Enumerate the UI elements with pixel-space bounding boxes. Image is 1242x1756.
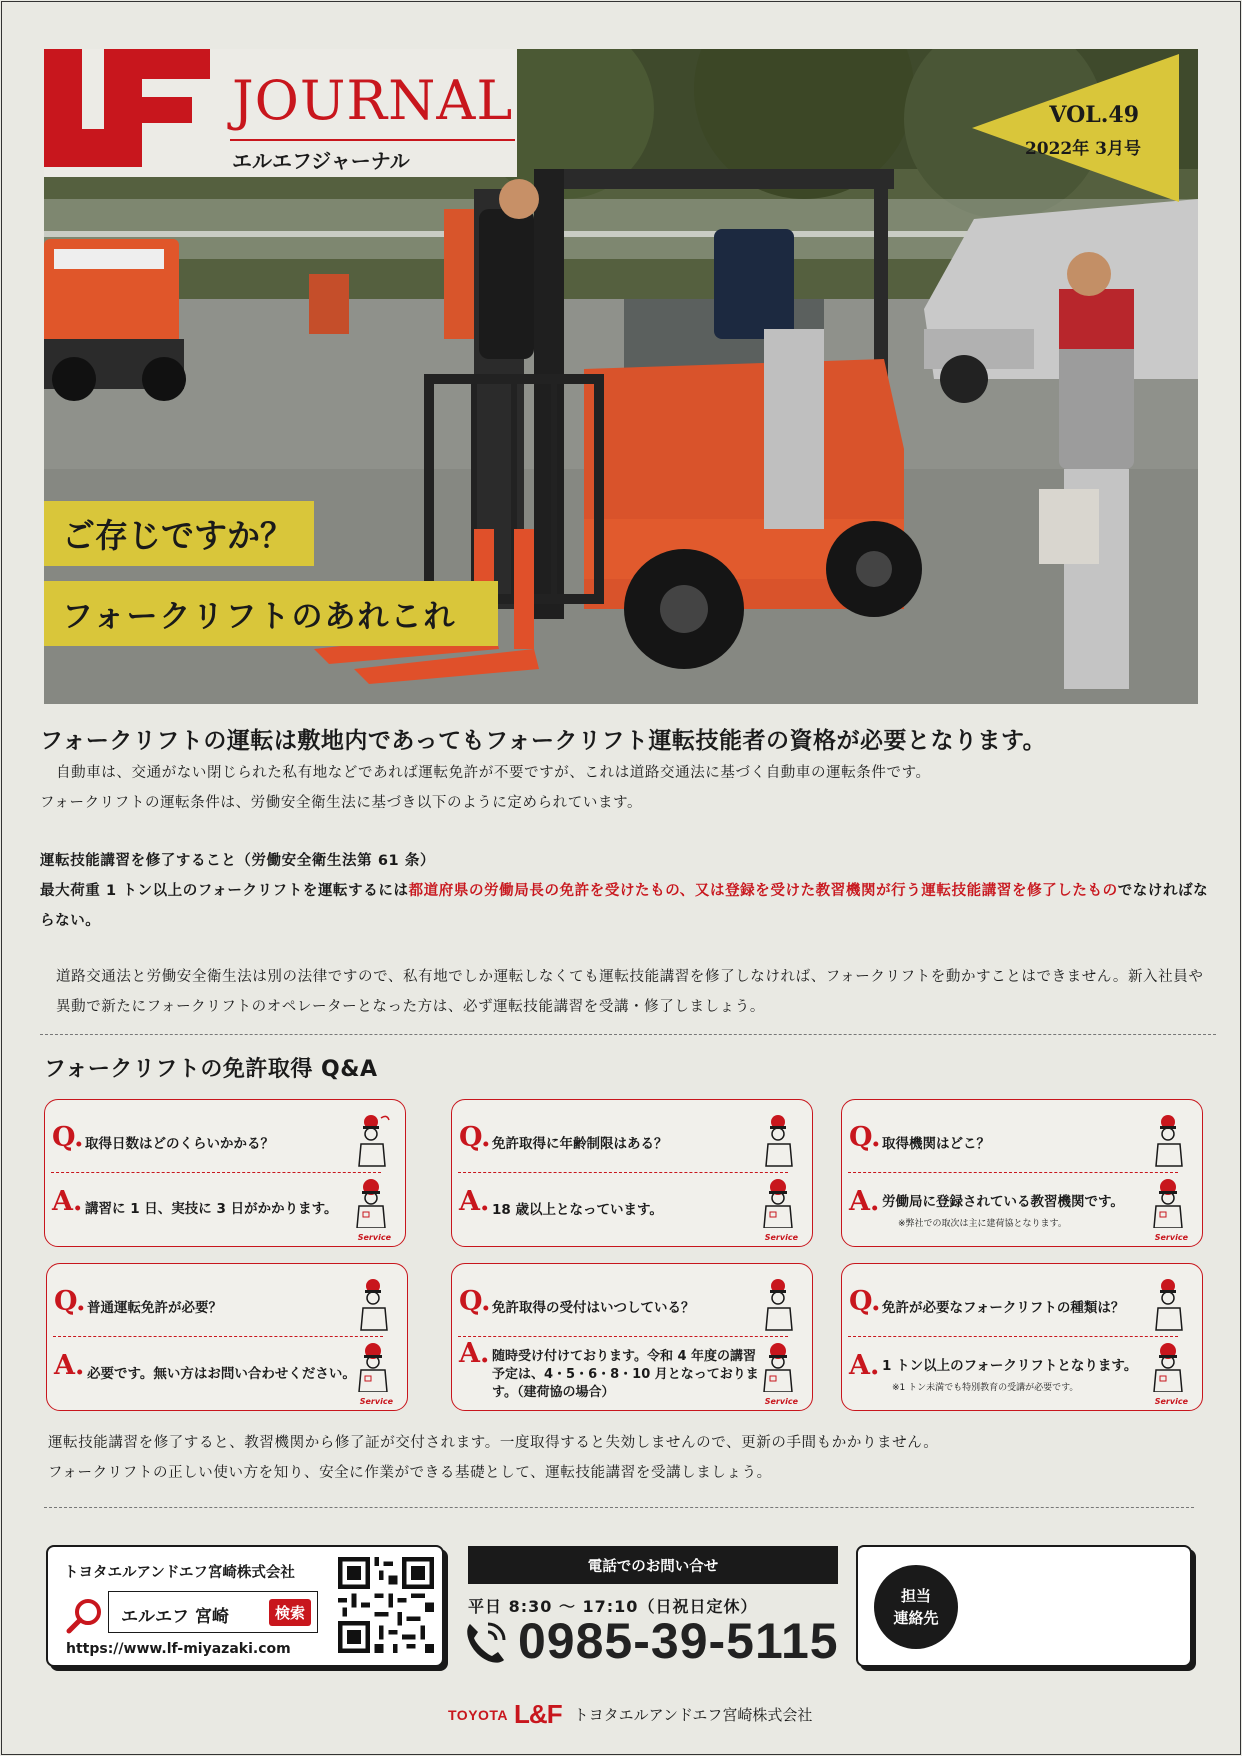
divider-2 bbox=[44, 1507, 1194, 1508]
qa-question: 免許取得に年齢制限はある？ bbox=[492, 1136, 668, 1152]
a-letter: A. bbox=[849, 1350, 880, 1381]
service-label: Service bbox=[1154, 1233, 1188, 1242]
qa-separator bbox=[51, 1172, 381, 1173]
thinking-worker-icon bbox=[355, 1276, 393, 1332]
service-label: Service bbox=[357, 1233, 391, 1242]
answer-worker-icon bbox=[1148, 1342, 1188, 1392]
qa-answer: 労働局に登録されている教習機関です。 bbox=[882, 1194, 1124, 1210]
qa-answer: 1 トン以上のフォークリフトとなります。 bbox=[882, 1358, 1138, 1374]
closing-line-1: 運転技能講習を修了すると、教習機関から修了証が交付されます。一度取得すると失効しませんので、更新の手間もかかりません。 bbox=[48, 1435, 939, 1451]
phone-inquiry-heading: 電話でのお問い合せ bbox=[468, 1546, 838, 1584]
answer-worker-icon bbox=[1148, 1178, 1188, 1228]
q-letter: Q. bbox=[459, 1122, 491, 1153]
footer-company-name: トヨタエルアンドエフ宮崎株式会社 bbox=[573, 1706, 813, 1724]
search-icon bbox=[66, 1597, 104, 1635]
toyota-logo: TOYOTA bbox=[448, 1706, 509, 1723]
answer-worker-icon bbox=[758, 1342, 798, 1392]
intro-line-1: 自動車は、交通がない閉じられた私有地などであれば運転免許が不要ですが、これは道路交通法に基づく自動車の運転条件です。 bbox=[56, 765, 931, 781]
phone-number[interactable]: 0985-39-5115 bbox=[518, 1613, 839, 1669]
issue-volume: VOL.49 bbox=[1049, 102, 1139, 128]
service-label: Service bbox=[764, 1397, 798, 1406]
qa-card-5 bbox=[451, 1263, 813, 1411]
qa-separator bbox=[848, 1172, 1178, 1173]
contact-label-text: 担当 連絡先 bbox=[893, 1587, 939, 1627]
closing-paragraph bbox=[48, 1428, 938, 1488]
issue-badge bbox=[972, 54, 1179, 202]
thinking-worker-icon bbox=[353, 1112, 391, 1168]
phone-icon bbox=[460, 1616, 512, 1668]
lf-logo-mark bbox=[44, 49, 214, 167]
thinking-worker-icon bbox=[1150, 1112, 1188, 1168]
company-name: トヨタエルアンドエフ宮崎株式会社 bbox=[64, 1565, 295, 1581]
journal-rule bbox=[230, 139, 515, 141]
thinking-worker-icon bbox=[760, 1112, 798, 1168]
business-hours: 平日 8:30 〜 17:10（日祝日定休） bbox=[468, 1597, 758, 1616]
law-rule-part2: でなければならない。 bbox=[40, 883, 1209, 929]
a-letter: A. bbox=[54, 1350, 85, 1381]
contact-label bbox=[874, 1565, 958, 1649]
qa-card-4 bbox=[46, 1263, 408, 1411]
qa-answer: 必要です。無い方はお問い合わせください。 bbox=[87, 1366, 356, 1382]
qa-answer: 講習に 1 日、実技に 3 日がかかります。 bbox=[85, 1201, 338, 1217]
answer-worker-icon bbox=[351, 1178, 391, 1228]
lf-logo: L&F bbox=[514, 1699, 562, 1729]
qa-card-1 bbox=[44, 1099, 406, 1247]
thinking-worker-icon bbox=[1150, 1276, 1188, 1332]
qa-question: 普通運転免許が必要？ bbox=[87, 1300, 222, 1316]
conclusion-text: 道路交通法と労働安全衛生法は別の法律ですので、私有地でしか運転しなくても運転技能講習を修了しなければ、フォークリフトを動かすことはできません。新入社員や異動で新たにフォークリフトのオペレーターとなった方は、必ず運転技能講習を受講・修了しましょう。 bbox=[56, 969, 1204, 1015]
headline-question: ご存じですか？ bbox=[44, 501, 314, 566]
qr-code[interactable] bbox=[338, 1557, 434, 1653]
masthead bbox=[44, 49, 517, 177]
lead-heading: フォークリフトの運転は敷地内であってもフォークリフト運転技能者の資格が必要となります。 bbox=[40, 728, 1047, 754]
law-rule-title: 運転技能講習を修了すること（労働安全衛生法第 61 条） bbox=[40, 853, 436, 869]
qa-note: ※1 トン未満でも特別教育の受講が必要です。 bbox=[892, 1383, 1079, 1393]
closing-line-2: フォークリフトの正しい使い方を知り、安全に作業ができる基礎として、運転技能講習を受講しましょう。 bbox=[48, 1465, 772, 1481]
intro-paragraph bbox=[40, 758, 931, 818]
q-letter: Q. bbox=[54, 1286, 86, 1317]
answer-worker-icon bbox=[758, 1178, 798, 1228]
q-letter: Q. bbox=[52, 1122, 84, 1153]
journal-kana-title: エルエフジャーナル bbox=[232, 149, 410, 173]
a-letter: A. bbox=[849, 1186, 880, 1217]
website-url[interactable]: https://www.lf-miyazaki.com bbox=[66, 1641, 291, 1657]
qa-note: ※弊社での取次は主に建荷協となります。 bbox=[898, 1219, 1067, 1229]
search-keyword: エルエフ 宮崎 bbox=[121, 1607, 229, 1627]
law-rule-part1: 最大荷重 1 トン以上のフォークリフトを運転するには bbox=[40, 883, 409, 899]
qa-card-6 bbox=[841, 1263, 1203, 1411]
law-rule-text bbox=[40, 876, 1210, 936]
qa-question: 免許が必要なフォークリフトの種類は？ bbox=[882, 1300, 1125, 1316]
intro-line-2: フォークリフトの運転条件は、労働安全衛生法に基づき以下のように定められています。 bbox=[40, 795, 643, 811]
conclusion-paragraph bbox=[40, 962, 1214, 1022]
qa-separator bbox=[458, 1172, 788, 1173]
search-button[interactable]: 検索 bbox=[269, 1599, 311, 1626]
qa-question: 取得機関はどこ？ bbox=[882, 1136, 990, 1152]
qa-answer: 18 歳以上となっています。 bbox=[492, 1202, 663, 1218]
q-letter: Q. bbox=[459, 1286, 491, 1317]
divider-1 bbox=[40, 1034, 1216, 1035]
qa-separator bbox=[458, 1336, 788, 1337]
contact-box bbox=[856, 1545, 1192, 1667]
qa-question: 免許取得の受付はいつしている？ bbox=[492, 1300, 695, 1316]
footer-brand bbox=[448, 1699, 812, 1730]
q-letter: Q. bbox=[849, 1286, 881, 1317]
search-box[interactable] bbox=[108, 1591, 318, 1633]
service-label: Service bbox=[764, 1233, 798, 1242]
service-label: Service bbox=[359, 1397, 393, 1406]
law-rule-highlight: 都道府県の労働局長の免許を受けたもの、又は登録を受けた教習機関が行う運転技能講習を修了したもの bbox=[408, 883, 1118, 899]
a-letter: A. bbox=[459, 1186, 490, 1217]
service-label: Service bbox=[1154, 1397, 1188, 1406]
journal-title: JOURNAL bbox=[232, 69, 514, 132]
q-letter: Q. bbox=[849, 1122, 881, 1153]
a-letter: A. bbox=[459, 1338, 490, 1369]
issue-date: 2022年 3月号 bbox=[1024, 139, 1141, 159]
headline-topic: フォークリフトのあれこれ bbox=[44, 581, 498, 646]
answer-worker-icon bbox=[353, 1342, 393, 1392]
a-letter: A. bbox=[52, 1186, 83, 1217]
qa-answer: 随時受け付けております。令和 4 年度の講習予定は、4・5・6・8・10 月となっております。（建荷協の場合） bbox=[492, 1349, 759, 1400]
qa-card-2 bbox=[451, 1099, 813, 1247]
qa-question: 取得日数はどのくらいかかる？ bbox=[85, 1136, 274, 1152]
thinking-worker-icon bbox=[760, 1276, 798, 1332]
qa-card-3 bbox=[841, 1099, 1203, 1247]
qa-separator bbox=[53, 1336, 383, 1337]
qa-separator bbox=[848, 1336, 1178, 1337]
qa-title: フォークリフトの免許取得 Q&A bbox=[44, 1057, 378, 1082]
website-box bbox=[46, 1545, 444, 1667]
